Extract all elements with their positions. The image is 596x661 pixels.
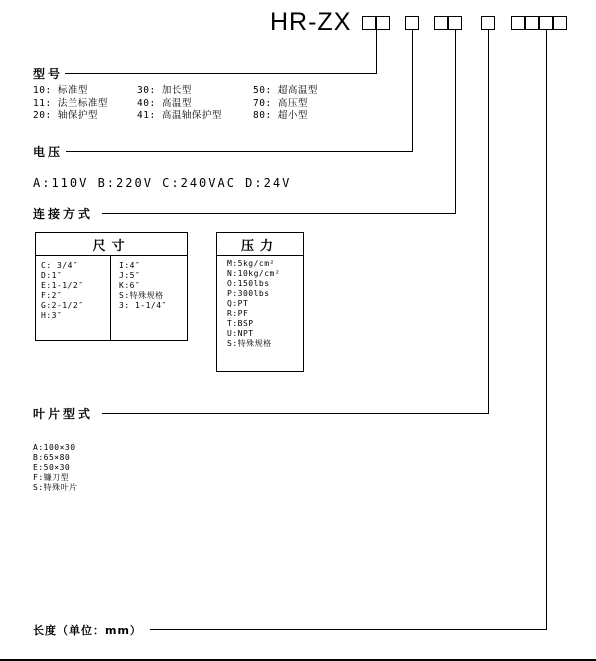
model-list-col3: [253, 85, 318, 123]
connector-blade-v: [488, 30, 489, 414]
blade-section-title: 叶片型式: [33, 407, 94, 421]
connector-voltage-v: [412, 30, 413, 151]
blade-item: S:特殊叶片: [33, 483, 78, 492]
size-list-col2: [119, 261, 167, 311]
length-section-title: 长度（单位：mm）: [33, 624, 142, 637]
model-prefix: HR-ZX: [270, 8, 352, 36]
model-item: 11: 法兰标准型: [33, 97, 108, 109]
blade-list: [33, 443, 78, 493]
size-item: D:1″: [41, 271, 63, 280]
pressure-item: U:NPT: [227, 329, 254, 338]
blade-section-rule: [102, 413, 489, 414]
connector-model-v: [376, 30, 377, 73]
size-item: F:2″: [41, 291, 63, 300]
connection-section-title: 连接方式: [33, 207, 94, 221]
blade-item: B:65×80: [33, 453, 71, 462]
model-item: 41: 高温轴保护型: [137, 110, 222, 121]
code-box-4: [434, 16, 448, 30]
size-item: 3: 1-1/4″: [119, 301, 167, 310]
code-box-3: [405, 16, 419, 30]
pressure-item: N:10kg/cm²: [227, 269, 281, 278]
model-item: 70: 高压型: [253, 97, 308, 109]
connector-length-v: [546, 30, 547, 630]
size-item: E:1-1/2″: [41, 281, 84, 290]
pressure-box-divider: [217, 255, 303, 256]
pressure-item: T:BSP: [227, 319, 254, 328]
model-item: 40: 高温型: [137, 97, 192, 109]
model-item: 10: 标准型: [33, 85, 88, 96]
size-item: S:特殊规格: [119, 291, 164, 300]
pressure-item: M:5kg/cm²: [227, 259, 275, 268]
size-item: H:3″: [41, 311, 63, 320]
connector-connection-v: [455, 30, 456, 213]
size-box-divider: [36, 255, 187, 256]
model-list-col1: [33, 85, 108, 123]
blade-item: F:镰刀型: [33, 473, 70, 482]
size-list-col1: [41, 261, 84, 321]
model-item: 30: 加长型: [137, 85, 192, 96]
size-item: C: 3/4″: [41, 261, 79, 270]
voltage-options: A:110V B:220V C:240VAC D:24V: [33, 176, 292, 190]
model-list-col2: [137, 85, 222, 123]
pressure-item: O:150lbs: [227, 279, 270, 288]
voltage-section-title: 电压: [33, 145, 64, 159]
model-item: 20: 轴保护型: [33, 110, 98, 121]
size-item: K:6″: [119, 281, 141, 290]
blade-item: A:100×30: [33, 443, 76, 452]
code-box-5: [448, 16, 462, 30]
code-box-6: [481, 16, 495, 30]
connection-section-rule: [102, 213, 456, 214]
size-item: J:5″: [119, 271, 141, 280]
code-box-1: [362, 16, 376, 30]
voltage-section-rule: [66, 151, 413, 152]
code-box-8: [525, 16, 539, 30]
model-section-title: 型号: [33, 67, 64, 81]
length-section-rule: [150, 629, 547, 630]
size-box: [35, 232, 188, 341]
pressure-item: Q:PT: [227, 299, 249, 308]
pressure-item: P:300lbs: [227, 289, 270, 298]
pressure-item: R:PF: [227, 309, 249, 318]
pressure-box: [216, 232, 304, 372]
code-box-2: [376, 16, 390, 30]
pressure-item: S:特殊规格: [227, 339, 272, 348]
model-item: 50: 超高温型: [253, 85, 318, 96]
pressure-box-title: 压力: [240, 239, 279, 254]
pressure-list: [227, 259, 280, 349]
model-item: 80: 超小型: [253, 110, 308, 121]
size-item: G:2-1/2″: [41, 301, 84, 310]
code-box-10: [553, 16, 567, 30]
blade-item: E:50×30: [33, 463, 71, 472]
code-box-7: [511, 16, 525, 30]
size-box-column-divider: [110, 256, 111, 340]
code-box-9: [539, 16, 553, 30]
size-box-title: 尺寸: [92, 239, 131, 254]
model-section-rule: [65, 73, 377, 74]
size-item: I:4″: [119, 261, 141, 270]
